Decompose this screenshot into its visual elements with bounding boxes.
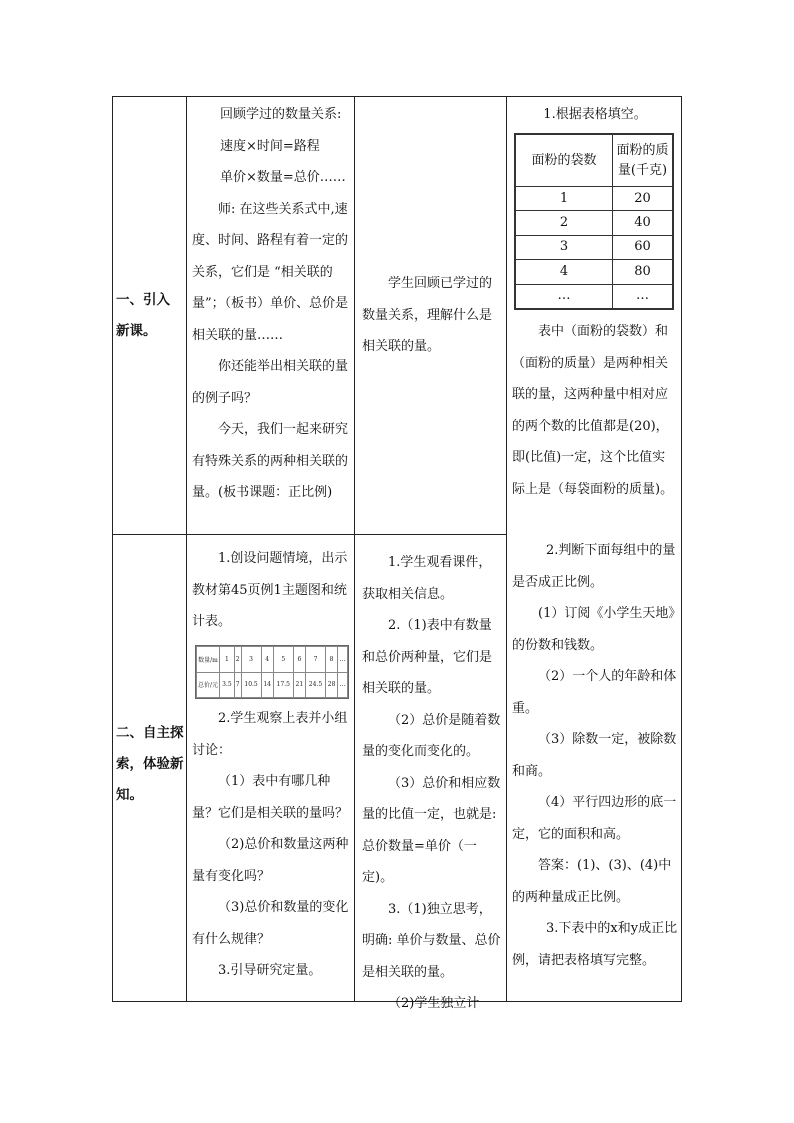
paragraph: （2)总价和数量这两种量有变化吗？	[192, 837, 349, 884]
paragraph: 2.学生观察上表并小组讨论：	[192, 711, 348, 758]
flour-header-row	[516, 135, 673, 187]
exercise-1-answer	[512, 316, 678, 505]
price-cell: 24.5	[305, 672, 325, 698]
student-activity-intro	[362, 268, 502, 363]
flour-weight-cell: 20	[613, 187, 673, 211]
quantity-header: 数量/m	[197, 647, 220, 673]
paragraph: 1.学生观看课件，获取相关信息。	[362, 555, 492, 602]
flour-bags-cell: …	[516, 284, 613, 308]
price-cell: 7	[234, 672, 241, 698]
price-cell: 21	[293, 672, 305, 698]
quantity-row	[197, 647, 348, 673]
paragraph: （3)总价和数量的变化有什么规律？	[192, 900, 349, 947]
paragraph: 1.创设问题情境，出示教材第45页例1主题图和统计表。	[192, 551, 348, 629]
paragraph: 单价×数量=总价……	[220, 170, 346, 185]
student-activity-explore	[362, 547, 504, 1020]
quantity-cell: 7	[305, 647, 325, 673]
flour-table	[515, 134, 673, 309]
flour-row	[516, 260, 673, 284]
exercise-2-item: （4）平行四边形的底一定，它的面积和高。	[512, 795, 677, 842]
flour-bags-cell: 1	[516, 187, 613, 211]
exercise-2-item: (1）订阅《小学生天地》的份数和钱数。	[512, 606, 675, 653]
quantity-cell: 3	[241, 647, 261, 673]
flour-grid	[515, 134, 673, 309]
flour-weight-cell: 80	[613, 260, 673, 284]
paragraph: 表中（面粉的袋数）和（面粉的质量）是两种相关联的量，这两种量中相对应的两个数的比值都是(20)，即(比值)一定，这个比值实际上是（每袋面粉的质量)。	[512, 324, 674, 497]
flour-row	[516, 211, 673, 235]
quantity-cell: 5	[273, 647, 293, 673]
exercise-2-answer: 答案：(1)、(3)、(4)中的两种量成正比例。	[512, 858, 672, 905]
price-row	[197, 672, 348, 698]
flour-weight-cell: …	[613, 284, 673, 308]
paragraph: （1）表中有哪几种量？它们是相关联的量吗？	[192, 774, 349, 821]
quantity-cell: 6	[293, 647, 305, 673]
paragraph: 今天，我们一起来研究有特殊关系的两种相关联的量。(板书课题：正比例)	[192, 422, 349, 500]
exercise-2-item: （3）除数一定，被除数和商。	[512, 732, 677, 779]
flour-bags-header: 面粉的袋数	[516, 135, 613, 187]
exercise-2	[512, 535, 678, 976]
quantity-cell: 8	[326, 647, 338, 673]
quantity-cell: 2	[234, 647, 241, 673]
paragraph: 学生回顾已学过的数量关系，理解什么是相关联的量。	[362, 276, 493, 354]
paragraph: 回顾学过的数量关系:	[220, 107, 342, 122]
flour-weight-cell: 60	[613, 235, 673, 259]
paragraph: 速度×时间=路程	[220, 138, 320, 154]
flour-row	[516, 284, 673, 308]
paragraph: 你还能举出相关联的量的例子吗？	[192, 359, 349, 406]
flour-row	[516, 235, 673, 259]
section-title-explore: 二、自主探索，体验新知。	[116, 725, 184, 803]
quantity-cell: 4	[261, 647, 273, 673]
price-cell: 28	[326, 672, 338, 698]
column-divider	[186, 96, 187, 1002]
price-header: 总价/元	[197, 672, 220, 698]
exercise-1-title: 1.根据表格填空。	[543, 107, 647, 122]
price-cell: …	[338, 672, 348, 698]
paragraph: 3.引导研究定量。	[218, 963, 322, 978]
paragraph: （3）总价和相应数量的比值一定，也就是:总价数量=单价（一定)。	[362, 775, 501, 885]
unit-price-grid	[196, 646, 348, 698]
quantity-cell: …	[338, 647, 348, 673]
paragraph: 2.（1)表中有数量和总价两种量，它们是相关联的量。	[362, 618, 493, 696]
quantity-cell: 1	[220, 647, 235, 673]
column-divider	[354, 96, 355, 1002]
section-title-intro: 一、引入新课。	[116, 292, 170, 339]
price-cell: 17.5	[273, 672, 293, 698]
paragraph: （2）总价是随着数量的变化而变化的。	[362, 712, 501, 759]
exercise-2-item: （2）一个人的年龄和体重。	[512, 669, 677, 716]
paragraph: 师: 在这些关系式中,速度、时间、路程有着一定的关系，它们是 “相关联的量”；（板书）单价、总价是相关联的量……	[192, 201, 349, 343]
flour-bags-cell: 3	[516, 235, 613, 259]
column-divider	[506, 96, 507, 1002]
flour-row	[516, 187, 673, 211]
teacher-activity-intro	[192, 99, 352, 509]
flour-weight-cell: 40	[613, 211, 673, 235]
exercise-3-title: 3.下表中的x和y成正比例，请把表格填写完整。	[512, 921, 678, 968]
teacher-activity-explore-cont	[192, 703, 352, 987]
paragraph: （2)学生独立计	[388, 996, 480, 1011]
flour-weight-header: 面粉的质量(千克)	[613, 135, 673, 187]
flour-bags-cell: 2	[516, 211, 613, 235]
unit-price-table	[195, 645, 349, 699]
paragraph: 3.（1)独立思考，明确: 单价与数量、总价是相关联的量。	[362, 901, 501, 980]
teacher-activity-explore	[192, 543, 352, 638]
price-cell: 3.5	[220, 672, 235, 698]
exercise-2-title: 2.判断下面每组中的量是否成正比例。	[512, 543, 676, 590]
flour-bags-cell: 4	[516, 260, 613, 284]
row-divider	[112, 534, 506, 535]
price-cell: 14	[261, 672, 273, 698]
price-cell: 10.5	[241, 672, 261, 698]
